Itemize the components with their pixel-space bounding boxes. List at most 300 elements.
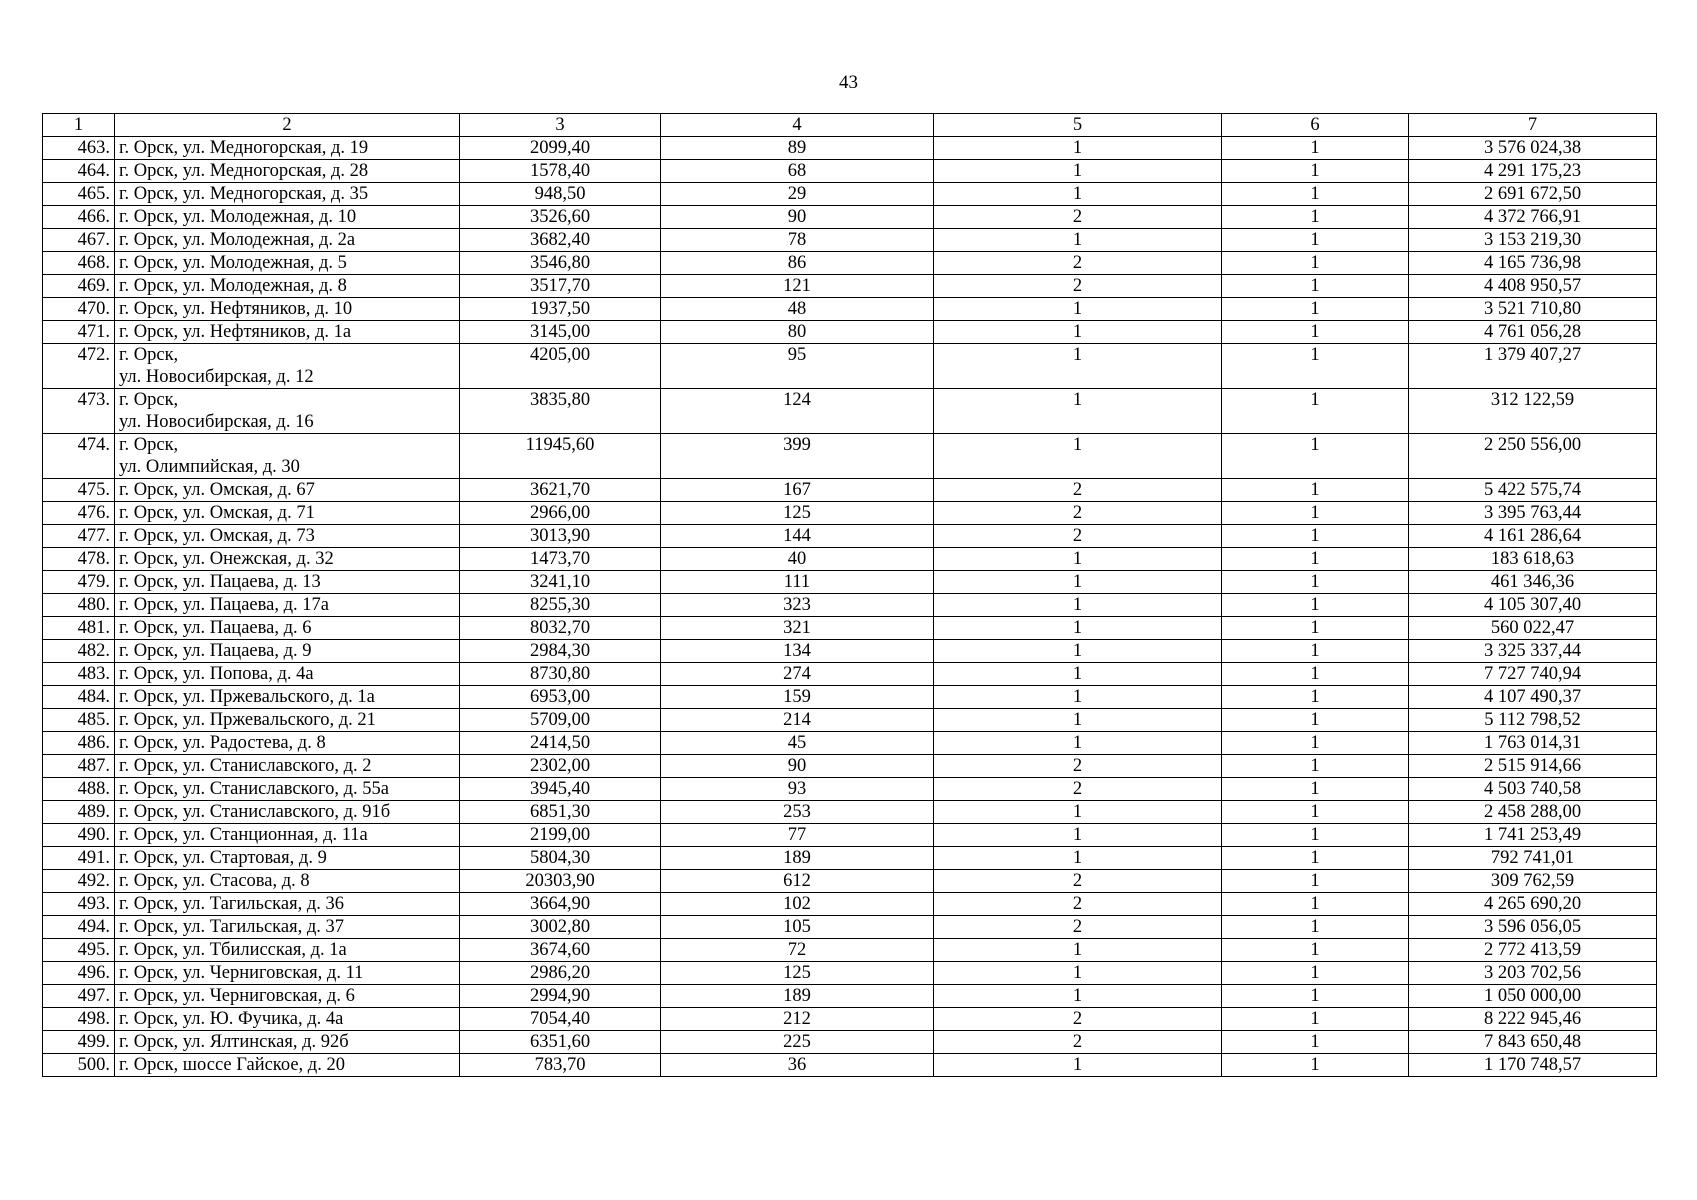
- address: г. Орск, ул. Черниговская, д. 11: [115, 962, 460, 985]
- row-number: 497.: [43, 985, 115, 1008]
- value-col-5: 2: [934, 252, 1222, 275]
- row-number: 477.: [43, 525, 115, 548]
- total-area: 3241,10: [460, 571, 661, 594]
- address: г. Орск, ул. Молодежная, д. 8: [115, 275, 460, 298]
- cost-amount: 8 222 945,46: [1409, 1008, 1657, 1031]
- address-line: г. Орск,: [119, 345, 179, 365]
- value-col-5: 1: [934, 939, 1222, 962]
- residents-count: 323: [661, 594, 934, 617]
- table-row: [43, 502, 1657, 525]
- value-col-6: 1: [1222, 183, 1409, 206]
- row-number: 489.: [43, 801, 115, 824]
- residents-count: 253: [661, 801, 934, 824]
- address: [115, 389, 460, 434]
- value-col-6: 1: [1222, 479, 1409, 502]
- row-number: 488.: [43, 778, 115, 801]
- address: г. Орск, ул. Станиславского, д. 2: [115, 755, 460, 778]
- residents-count: 72: [661, 939, 934, 962]
- cost-amount: 1 050 000,00: [1409, 985, 1657, 1008]
- cost-amount: 1 379 407,27: [1409, 344, 1657, 389]
- value-col-5: 2: [934, 893, 1222, 916]
- value-col-5: 1: [934, 344, 1222, 389]
- table-row: [43, 479, 1657, 502]
- value-col-5: 1: [934, 298, 1222, 321]
- cost-amount: 3 395 763,44: [1409, 502, 1657, 525]
- table-row: [43, 594, 1657, 617]
- residents-count: 189: [661, 847, 934, 870]
- residents-count: 29: [661, 183, 934, 206]
- cost-amount: 3 596 056,05: [1409, 916, 1657, 939]
- address: г. Орск, ул. Черниговская, д. 6: [115, 985, 460, 1008]
- address: г. Орск, ул. Нефтяников, д. 10: [115, 298, 460, 321]
- total-area: 3546,80: [460, 252, 661, 275]
- value-col-5: 1: [934, 663, 1222, 686]
- address: г. Орск, ул. Молодежная, д. 5: [115, 252, 460, 275]
- cost-amount: 4 165 736,98: [1409, 252, 1657, 275]
- row-number: 478.: [43, 548, 115, 571]
- cost-amount: 4 107 490,37: [1409, 686, 1657, 709]
- address: г. Орск, ул. Тагильская, д. 37: [115, 916, 460, 939]
- table-row: [43, 617, 1657, 640]
- table-row: [43, 663, 1657, 686]
- residents-count: 93: [661, 778, 934, 801]
- table-row: [43, 686, 1657, 709]
- row-number: 470.: [43, 298, 115, 321]
- value-col-6: 1: [1222, 229, 1409, 252]
- address: г. Орск, ул. Пацаева, д. 13: [115, 571, 460, 594]
- total-area: 8032,70: [460, 617, 661, 640]
- cost-amount: 4 503 740,58: [1409, 778, 1657, 801]
- row-number: 491.: [43, 847, 115, 870]
- value-col-6: 1: [1222, 985, 1409, 1008]
- value-col-6: 1: [1222, 663, 1409, 686]
- column-header-5: 5: [934, 114, 1222, 137]
- value-col-6: 1: [1222, 686, 1409, 709]
- address: г. Орск, ул. Станиславского, д. 91б: [115, 801, 460, 824]
- address: г. Орск, ул. Тбилисская, д. 1а: [115, 939, 460, 962]
- row-number: 463.: [43, 137, 115, 160]
- cost-amount: 1 741 253,49: [1409, 824, 1657, 847]
- address: г. Орск, ул. Омская, д. 73: [115, 525, 460, 548]
- address-line: ул. Новосибирская, д. 12: [119, 367, 314, 387]
- row-number: 466.: [43, 206, 115, 229]
- total-area: 3664,90: [460, 893, 661, 916]
- column-header-2: 2: [115, 114, 460, 137]
- total-area: 2986,20: [460, 962, 661, 985]
- value-col-5: 1: [934, 985, 1222, 1008]
- cost-amount: 3 521 710,80: [1409, 298, 1657, 321]
- address: г. Орск, ул. Радостева, д. 8: [115, 732, 460, 755]
- table-row: [43, 847, 1657, 870]
- total-area: 3517,70: [460, 275, 661, 298]
- residents-count: 189: [661, 985, 934, 1008]
- value-col-6: 1: [1222, 1031, 1409, 1054]
- row-number: 490.: [43, 824, 115, 847]
- value-col-5: 1: [934, 686, 1222, 709]
- residents-count: 48: [661, 298, 934, 321]
- value-col-5: 1: [934, 434, 1222, 479]
- row-number: 467.: [43, 229, 115, 252]
- total-area: 3682,40: [460, 229, 661, 252]
- total-area: 3526,60: [460, 206, 661, 229]
- value-col-6: 1: [1222, 709, 1409, 732]
- address: г. Орск, ул. Тагильская, д. 36: [115, 893, 460, 916]
- value-col-5: 2: [934, 479, 1222, 502]
- row-number: 473.: [43, 389, 115, 434]
- address-line: ул. Новосибирская, д. 16: [119, 412, 314, 432]
- row-number: 475.: [43, 479, 115, 502]
- residents-count: 45: [661, 732, 934, 755]
- row-number: 469.: [43, 275, 115, 298]
- column-header-3: 3: [460, 114, 661, 137]
- residents-count: 167: [661, 479, 934, 502]
- row-number: 495.: [43, 939, 115, 962]
- address: г. Орск, ул. Ялтинская, д. 92б: [115, 1031, 460, 1054]
- address-line: г. Орск,: [119, 435, 179, 455]
- value-col-6: 1: [1222, 206, 1409, 229]
- value-col-6: 1: [1222, 594, 1409, 617]
- residents-count: 321: [661, 617, 934, 640]
- row-number: 498.: [43, 1008, 115, 1031]
- value-col-5: 1: [934, 709, 1222, 732]
- address: г. Орск, ул. Медногорская, д. 19: [115, 137, 460, 160]
- row-number: 482.: [43, 640, 115, 663]
- residents-count: 399: [661, 434, 934, 479]
- value-col-6: 1: [1222, 962, 1409, 985]
- value-col-6: 1: [1222, 137, 1409, 160]
- value-col-5: 1: [934, 617, 1222, 640]
- value-col-6: 1: [1222, 298, 1409, 321]
- residents-count: 86: [661, 252, 934, 275]
- total-area: 2199,00: [460, 824, 661, 847]
- residents-count: 111: [661, 571, 934, 594]
- row-number: 471.: [43, 321, 115, 344]
- value-col-5: 2: [934, 916, 1222, 939]
- total-area: 2984,30: [460, 640, 661, 663]
- value-col-5: 2: [934, 870, 1222, 893]
- address: г. Орск, ул. Стасова, д. 8: [115, 870, 460, 893]
- cost-amount: 3 153 219,30: [1409, 229, 1657, 252]
- total-area: 3013,90: [460, 525, 661, 548]
- column-number-row: [43, 114, 1657, 137]
- total-area: 5709,00: [460, 709, 661, 732]
- value-col-6: 1: [1222, 732, 1409, 755]
- residents-count: 102: [661, 893, 934, 916]
- value-col-5: 2: [934, 525, 1222, 548]
- address: г. Орск, ул. Молодежная, д. 2а: [115, 229, 460, 252]
- residents-count: 77: [661, 824, 934, 847]
- total-area: 1937,50: [460, 298, 661, 321]
- cost-amount: 1 763 014,31: [1409, 732, 1657, 755]
- residents-count: 225: [661, 1031, 934, 1054]
- table-row: [43, 183, 1657, 206]
- residents-count: 36: [661, 1054, 934, 1077]
- address: [115, 434, 460, 479]
- cost-amount: 2 250 556,00: [1409, 434, 1657, 479]
- table-row: [43, 1031, 1657, 1054]
- column-header-6: 6: [1222, 114, 1409, 137]
- residents-count: 274: [661, 663, 934, 686]
- residents-count: 68: [661, 160, 934, 183]
- value-col-6: 1: [1222, 617, 1409, 640]
- address-line: г. Орск,: [119, 390, 179, 410]
- value-col-5: 1: [934, 1054, 1222, 1077]
- table-row: [43, 778, 1657, 801]
- total-area: 4205,00: [460, 344, 661, 389]
- address: [115, 344, 460, 389]
- residents-count: 144: [661, 525, 934, 548]
- table-row: [43, 206, 1657, 229]
- cost-amount: 1 170 748,57: [1409, 1054, 1657, 1077]
- value-col-5: 1: [934, 321, 1222, 344]
- table-row: [43, 801, 1657, 824]
- table-row: [43, 571, 1657, 594]
- total-area: 6351,60: [460, 1031, 661, 1054]
- cost-amount: 2 772 413,59: [1409, 939, 1657, 962]
- residents-count: 78: [661, 229, 934, 252]
- table-row: [43, 640, 1657, 663]
- address: г. Орск, ул. Пржевальского, д. 21: [115, 709, 460, 732]
- row-number: 476.: [43, 502, 115, 525]
- address: г. Орск, ул. Попова, д. 4а: [115, 663, 460, 686]
- total-area: 2414,50: [460, 732, 661, 755]
- table-row: [43, 434, 1657, 479]
- value-col-5: 1: [934, 183, 1222, 206]
- address: г. Орск, ул. Пацаева, д. 9: [115, 640, 460, 663]
- value-col-6: 1: [1222, 1054, 1409, 1077]
- cost-amount: 4 761 056,28: [1409, 321, 1657, 344]
- value-col-6: 1: [1222, 321, 1409, 344]
- value-col-6: 1: [1222, 870, 1409, 893]
- value-col-6: 1: [1222, 640, 1409, 663]
- column-header-7: 7: [1409, 114, 1657, 137]
- value-col-5: 2: [934, 778, 1222, 801]
- row-number: 496.: [43, 962, 115, 985]
- row-number: 474.: [43, 434, 115, 479]
- residents-count: 90: [661, 755, 934, 778]
- table-row: [43, 939, 1657, 962]
- address: г. Орск, ул. Пацаева, д. 17а: [115, 594, 460, 617]
- address: г. Орск, ул. Медногорская, д. 35: [115, 183, 460, 206]
- table-row: [43, 755, 1657, 778]
- cost-amount: 5 422 575,74: [1409, 479, 1657, 502]
- row-number: 484.: [43, 686, 115, 709]
- table-row: [43, 525, 1657, 548]
- address: г. Орск, ул. Стартовая, д. 9: [115, 847, 460, 870]
- table-row: [43, 962, 1657, 985]
- cost-amount: 2 515 914,66: [1409, 755, 1657, 778]
- residents-count: 90: [661, 206, 934, 229]
- table-row: [43, 137, 1657, 160]
- cost-amount: 3 203 702,56: [1409, 962, 1657, 985]
- total-area: 2994,90: [460, 985, 661, 1008]
- column-header-1: 1: [43, 114, 115, 137]
- total-area: 7054,40: [460, 1008, 661, 1031]
- total-area: 6953,00: [460, 686, 661, 709]
- table-row: [43, 389, 1657, 434]
- value-col-6: 1: [1222, 939, 1409, 962]
- cost-amount: 3 325 337,44: [1409, 640, 1657, 663]
- table-row: [43, 870, 1657, 893]
- total-area: 948,50: [460, 183, 661, 206]
- value-col-6: 1: [1222, 434, 1409, 479]
- row-number: 486.: [43, 732, 115, 755]
- address: г. Орск, ул. Станционная, д. 11а: [115, 824, 460, 847]
- row-number: 481.: [43, 617, 115, 640]
- residents-count: 80: [661, 321, 934, 344]
- table-row: [43, 824, 1657, 847]
- value-col-6: 1: [1222, 824, 1409, 847]
- value-col-6: 1: [1222, 571, 1409, 594]
- residents-count: 214: [661, 709, 934, 732]
- table-row: [43, 344, 1657, 389]
- residents-count: 125: [661, 962, 934, 985]
- value-col-5: 2: [934, 1008, 1222, 1031]
- value-col-5: 1: [934, 137, 1222, 160]
- value-col-5: 1: [934, 801, 1222, 824]
- residents-count: 105: [661, 916, 934, 939]
- cost-amount: 4 105 307,40: [1409, 594, 1657, 617]
- value-col-6: 1: [1222, 778, 1409, 801]
- value-col-5: 1: [934, 594, 1222, 617]
- total-area: 1578,40: [460, 160, 661, 183]
- value-col-6: 1: [1222, 160, 1409, 183]
- table-row: [43, 732, 1657, 755]
- residents-count: 134: [661, 640, 934, 663]
- table-row: [43, 1054, 1657, 1077]
- row-number: 492.: [43, 870, 115, 893]
- table-row: [43, 252, 1657, 275]
- value-col-5: 2: [934, 275, 1222, 298]
- cost-amount: 3 576 024,38: [1409, 137, 1657, 160]
- address: г. Орск, ул. Онежская, д. 32: [115, 548, 460, 571]
- cost-amount: 309 762,59: [1409, 870, 1657, 893]
- value-col-5: 1: [934, 229, 1222, 252]
- value-col-5: 2: [934, 502, 1222, 525]
- value-col-6: 1: [1222, 344, 1409, 389]
- address: г. Орск, ул. Ю. Фучика, д. 4а: [115, 1008, 460, 1031]
- row-number: 465.: [43, 183, 115, 206]
- value-col-6: 1: [1222, 525, 1409, 548]
- value-col-6: 1: [1222, 548, 1409, 571]
- total-area: 2099,40: [460, 137, 661, 160]
- value-col-5: 1: [934, 571, 1222, 594]
- address: г. Орск, ул. Пацаева, д. 6: [115, 617, 460, 640]
- total-area: 3145,00: [460, 321, 661, 344]
- cost-amount: 4 161 286,64: [1409, 525, 1657, 548]
- row-number: 487.: [43, 755, 115, 778]
- address: г. Орск, ул. Молодежная, д. 10: [115, 206, 460, 229]
- address: г. Орск, ул. Нефтяников, д. 1а: [115, 321, 460, 344]
- table-row: [43, 321, 1657, 344]
- table-row: [43, 275, 1657, 298]
- total-area: 3945,40: [460, 778, 661, 801]
- value-col-6: 1: [1222, 1008, 1409, 1031]
- total-area: 1473,70: [460, 548, 661, 571]
- residents-count: 89: [661, 137, 934, 160]
- residents-count: 212: [661, 1008, 934, 1031]
- cost-amount: 461 346,36: [1409, 571, 1657, 594]
- value-col-5: 1: [934, 847, 1222, 870]
- value-col-5: 2: [934, 755, 1222, 778]
- address: г. Орск, ул. Пржевальского, д. 1а: [115, 686, 460, 709]
- cost-amount: 4 291 175,23: [1409, 160, 1657, 183]
- cost-amount: 2 458 288,00: [1409, 801, 1657, 824]
- table-row: [43, 548, 1657, 571]
- address: г. Орск, ул. Омская, д. 67: [115, 479, 460, 502]
- row-number: 485.: [43, 709, 115, 732]
- residents-count: 159: [661, 686, 934, 709]
- cost-amount: 7 727 740,94: [1409, 663, 1657, 686]
- total-area: 3621,70: [460, 479, 661, 502]
- row-number: 493.: [43, 893, 115, 916]
- value-col-5: 1: [934, 640, 1222, 663]
- value-col-6: 1: [1222, 389, 1409, 434]
- residents-count: 125: [661, 502, 934, 525]
- table-body: [43, 137, 1657, 1077]
- value-col-5: 1: [934, 160, 1222, 183]
- value-col-6: 1: [1222, 916, 1409, 939]
- address: г. Орск, ул. Медногорская, д. 28: [115, 160, 460, 183]
- column-header-4: 4: [661, 114, 934, 137]
- page-number: 43: [839, 72, 858, 93]
- value-col-5: 1: [934, 732, 1222, 755]
- value-col-5: 2: [934, 206, 1222, 229]
- row-number: 494.: [43, 916, 115, 939]
- total-area: 20303,90: [460, 870, 661, 893]
- cost-amount: 792 741,01: [1409, 847, 1657, 870]
- row-number: 480.: [43, 594, 115, 617]
- value-col-5: 2: [934, 1031, 1222, 1054]
- table-row: [43, 916, 1657, 939]
- table-row: [43, 893, 1657, 916]
- total-area: 6851,30: [460, 801, 661, 824]
- cost-amount: 183 618,63: [1409, 548, 1657, 571]
- row-number: 472.: [43, 344, 115, 389]
- residents-count: 612: [661, 870, 934, 893]
- value-col-5: 1: [934, 548, 1222, 571]
- total-area: 3674,60: [460, 939, 661, 962]
- row-number: 468.: [43, 252, 115, 275]
- cost-amount: 4 372 766,91: [1409, 206, 1657, 229]
- cost-amount: 7 843 650,48: [1409, 1031, 1657, 1054]
- residents-count: 40: [661, 548, 934, 571]
- total-area: 5804,30: [460, 847, 661, 870]
- cost-amount: 2 691 672,50: [1409, 183, 1657, 206]
- cost-amount: 4 408 950,57: [1409, 275, 1657, 298]
- cost-amount: 4 265 690,20: [1409, 893, 1657, 916]
- address: г. Орск, ул. Омская, д. 71: [115, 502, 460, 525]
- table-row: [43, 229, 1657, 252]
- address: г. Орск, шоссе Гайское, д. 20: [115, 1054, 460, 1077]
- row-number: 483.: [43, 663, 115, 686]
- value-col-5: 1: [934, 824, 1222, 847]
- table-row: [43, 709, 1657, 732]
- row-number: 464.: [43, 160, 115, 183]
- total-area: 3002,80: [460, 916, 661, 939]
- table-row: [43, 985, 1657, 1008]
- value-col-6: 1: [1222, 801, 1409, 824]
- cost-amount: 312 122,59: [1409, 389, 1657, 434]
- cost-amount: 560 022,47: [1409, 617, 1657, 640]
- value-col-5: 1: [934, 962, 1222, 985]
- cost-amount: 5 112 798,52: [1409, 709, 1657, 732]
- total-area: 2302,00: [460, 755, 661, 778]
- residents-count: 121: [661, 275, 934, 298]
- residents-count: 95: [661, 344, 934, 389]
- value-col-6: 1: [1222, 847, 1409, 870]
- value-col-6: 1: [1222, 275, 1409, 298]
